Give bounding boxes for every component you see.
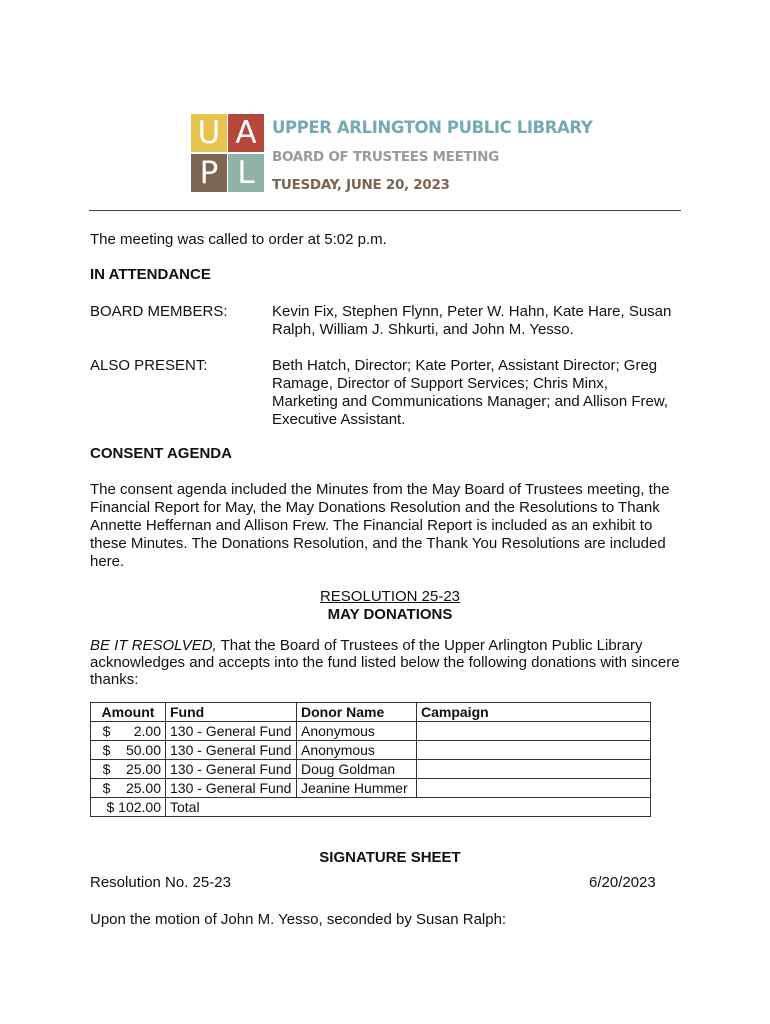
header-fund: Fund xyxy=(166,703,297,722)
donations-table xyxy=(90,702,651,817)
table-row xyxy=(91,760,651,779)
meeting-date: TUESDAY, JUNE 20, 2023 xyxy=(272,177,450,193)
also-present-line-1: Beth Hatch, Director; Kate Porter, Assistant Director; Greg xyxy=(272,357,658,374)
signature-date: 6/20/2023 xyxy=(589,874,656,891)
cell-campaign xyxy=(417,760,651,779)
board-members-line-2: Ralph, William J. Shkurti, and John M. Yesso. xyxy=(272,321,574,338)
consent-line-2: Financial Report for May, the May Donations Resolution and the Resolutions to Thank xyxy=(90,499,660,516)
be-it-resolved: BE IT RESOLVED, xyxy=(90,637,217,654)
call-to-order: The meeting was called to order at 5:02 p.m. xyxy=(90,231,387,248)
cell-amount: $ 25.00 xyxy=(91,779,166,798)
table-row xyxy=(91,779,651,798)
cell-donor: Anonymous xyxy=(297,722,417,741)
cell-fund: 130 - General Fund xyxy=(166,741,297,760)
logo-tile-u: U xyxy=(191,114,227,152)
resolution-intro-line-2: acknowledges and accepts into the fund listed below the following donations with sincere xyxy=(90,654,680,671)
total-spacer xyxy=(297,798,417,817)
logo-tile-l: L xyxy=(228,154,264,192)
org-name: UPPER ARLINGTON PUBLIC LIBRARY xyxy=(272,118,593,137)
consent-line-3: Annette Heffernan and Allison Frew. The Financial Report is included as an exhibit to xyxy=(90,517,653,534)
also-present-line-2: Ramage, Director of Support Services; Chris Minx, xyxy=(272,375,608,392)
table-row xyxy=(91,741,651,760)
cell-donor: Doug Goldman xyxy=(297,760,417,779)
also-present-line-3: Marketing and Communications Manager; and Allison Frew, xyxy=(272,393,669,410)
also-present-label: ALSO PRESENT: xyxy=(90,357,208,374)
resolution-intro-line-1 xyxy=(90,637,643,655)
board-members-label: BOARD MEMBERS: xyxy=(90,303,228,320)
cell-amount: $ 25.00 xyxy=(91,760,166,779)
cell-fund: 130 - General Fund xyxy=(166,722,297,741)
header-amount: Amount xyxy=(91,703,166,722)
cell-campaign xyxy=(417,741,651,760)
motion-text: Upon the motion of John M. Yesso, seconded by Susan Ralph: xyxy=(90,911,507,928)
cell-amount: $ 50.00 xyxy=(91,741,166,760)
total-label: Total xyxy=(166,798,297,817)
resolution-title: MAY DONATIONS xyxy=(327,606,453,623)
consent-heading: CONSENT AGENDA xyxy=(90,445,232,462)
cell-fund: 130 - General Fund xyxy=(166,760,297,779)
resolution-no: Resolution No. 25-23 xyxy=(90,874,231,891)
cell-campaign xyxy=(417,779,651,798)
table-row xyxy=(91,722,651,741)
cell-campaign xyxy=(417,722,651,741)
also-present-line-4: Executive Assistant. xyxy=(272,411,406,428)
cell-donor: Jeanine Hummer xyxy=(297,779,417,798)
attendance-heading: IN ATTENDANCE xyxy=(90,266,211,283)
header-donor: Donor Name xyxy=(297,703,417,722)
resolution-number: RESOLUTION 25-23 xyxy=(319,588,461,605)
consent-line-1: The consent agenda included the Minutes from the May Board of Trustees meeting, the xyxy=(90,481,670,498)
cell-donor: Anonymous xyxy=(297,741,417,760)
consent-line-5: here. xyxy=(90,553,125,570)
resolution-intro-text: That the Board of Trustees of the Upper Arlington Public Library xyxy=(216,637,643,654)
header-campaign: Campaign xyxy=(417,703,651,722)
total-spacer-end xyxy=(417,798,651,817)
logo-tile-p: P xyxy=(191,154,227,192)
table-header-row xyxy=(91,703,651,722)
meeting-title: BOARD OF TRUSTEES MEETING xyxy=(272,149,499,165)
cell-fund: 130 - General Fund xyxy=(166,779,297,798)
total-row xyxy=(91,798,651,817)
consent-line-4: these Minutes. The Donations Resolution, and the Thank You Resolutions are included xyxy=(90,535,666,552)
signature-heading: SIGNATURE SHEET xyxy=(319,849,461,866)
total-amount: $ 102.00 xyxy=(91,798,166,817)
cell-amount: $ 2.00 xyxy=(91,722,166,741)
header-divider xyxy=(89,210,681,211)
board-members-line-1: Kevin Fix, Stephen Flynn, Peter W. Hahn, Kate Hare, Susan xyxy=(272,303,672,320)
library-logo xyxy=(191,114,265,193)
resolution-intro-line-3: thanks: xyxy=(90,671,139,688)
logo-tile-a: A xyxy=(228,114,264,152)
